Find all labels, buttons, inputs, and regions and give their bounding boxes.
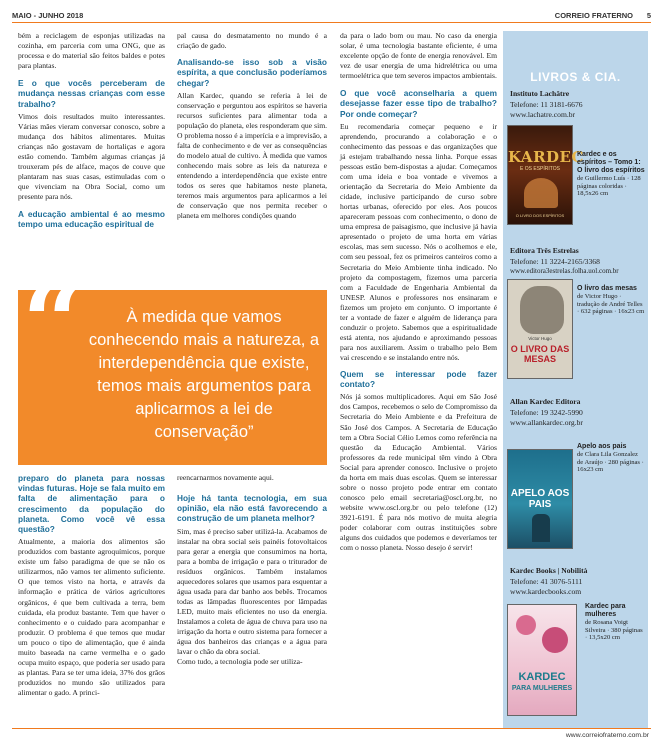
book-details: de Rosana Voigt Silveira · 380 páginas · 13,5x20 cm: [585, 619, 643, 642]
book-cover-kardec-espiritos[interactable]: [507, 125, 584, 225]
publisher-name: Allan Kardec Editora: [510, 397, 581, 406]
cover-title: APELO AOS PAIS: [510, 488, 570, 510]
interview-question: Analisando-se isso sob a visão espírita, a que conclusão poderíamos chegar?: [177, 57, 327, 88]
book-details: de Clara Lila Gonzalez de Araújo · 280 páginas · 16x23 cm: [577, 451, 644, 474]
issue-date: MAIO - JUNHO 2018: [12, 11, 84, 20]
publisher-site[interactable]: www.kardecbooks.com: [510, 587, 582, 596]
publisher-phone: Telefone: 11 3181-6676: [510, 100, 583, 109]
footer-url[interactable]: www.correiofraterno.com.br: [565, 732, 649, 739]
publisher-phone: Telefone: 41 3076-5111: [510, 577, 583, 586]
body-paragraph: Sim, mas é preciso saber utilizá-la. Acabamos de instalar na obra social seis painéis fotovoltaicos para gerar a energia que consumimos na horta, para a bomba de irrigação e para o triturador de resíduos orgânicos. Também instalamos aquecedores solares que usamos para esquentar a água usada para dar banho aos bebês. Trocamos todas as lâmpadas fluorescentes por lâmpadas LED, muito mais eficientes no uso da energia. Instalamos a coleta de água de chuva para uso na irrigação da horta e outro sistema para fornecer a água dos banheiros das crianças e a água para lavar o chão da obra social.: [177, 526, 327, 657]
book-title: Apelo aos pais: [577, 443, 627, 450]
interview-question: Hoje há tanta tecnologia, em sua opinião, ela não está favorecendo a construção de um planeta melhor?: [177, 493, 327, 524]
body-paragraph: Nós já somos multiplicadores. Aqui em São José dos Campos, recebemos o selo de Compromisso da Secretaria do Meio Ambiente e da Prefeitura de São José dos Campos. A Secretaria de Educação tem a Obra Social Célio Lemos como referência na questão da Educação Ambiental. Vários professores da rede municipal têm vindo à Obra Social para aprender conosco. Inclusive o projeto da horta em mais duas escolas. Quem se interessar sobre o nosso projeto pode entrar em contato conosco pelo email secretaria@oscl.org.br, no website www.oscl.org.br ou pelo telefone (12) 3921-6191. É para nós motivo de muita alegria poder colaborar com outras instituições sobre alguns dos cuidados que podemos e deveríamos ter com o nosso planeta. Nosso desejo é servir!: [340, 392, 497, 553]
publisher-site[interactable]: www.allankardec.org.br: [510, 418, 583, 427]
book-title: Kardec para mulheres: [585, 603, 626, 618]
interview-question: Quem se interessar pode fazer contato?: [340, 368, 497, 390]
publisher-site[interactable]: www.editora3estrelas.folha.uol.com.br: [510, 267, 619, 275]
pull-quote: [18, 258, 327, 465]
quote-mark-icon: “: [22, 258, 86, 387]
cover-title: KARDEC: [508, 148, 584, 166]
book-cover-kardec-para-mulheres[interactable]: [507, 604, 577, 716]
body-paragraph: Como tudo, a tecnologia pode ser utiliza-: [177, 657, 303, 667]
body-paragraph: reencarnarmos novamente aqui.: [177, 473, 274, 482]
cover-title: KARDEC: [518, 671, 566, 683]
publisher-name: Kardec Books | Nobilità: [510, 566, 588, 575]
book-details: de Guillermo Luís · 128 páginas coloridas · 18,5x26 cm: [577, 175, 641, 198]
column-1-bottom: [18, 473, 165, 698]
cover-subtitle: E OS ESPÍRITOS: [520, 166, 560, 172]
publisher-name: Instituto Lachâtre: [510, 89, 570, 98]
books-sidebar: [503, 31, 648, 728]
cover-figure-illustration: [532, 514, 550, 542]
body-paragraph: Atualmente, a maioria dos alimentos são produzidos com bastante agroquímicos, porque existe um falso paradigma de que se não os utilizarmos, não vamos ter alimento suficiente. O que temos visto na horta, e através da informação e prática de vários agricultores orgânicos, é que bem cultivada a terra, bem cuidada, ela produz bastante. Tem que haver o conhecimento e o cuidado para acompanhar e produzir. O problema é que temos que mudar um pouco o tipo de alimentação, que é ainda muito baseada na carne vermelha e o gado ocupa muito espaço, que poderia ser usado para as plantas. Para se ter uma ideia, 37% dos grãos produzidos no mundo são utilizados para alimentar o gado. A princi-: [18, 537, 165, 697]
book-cover-apelo-aos-pais[interactable]: [507, 449, 573, 549]
column-1-top: [18, 31, 165, 233]
interview-question: A educação ambiental é ao mesmo tempo uma educação espiritual de: [18, 209, 165, 230]
column-2-bottom: [177, 473, 327, 667]
cover-subtitle: PARA MULHERES: [511, 685, 573, 692]
book-description: [577, 285, 645, 316]
body-paragraph: da para o lado bom ou mau. No caso da energia solar, é uma tecnologia bastante eficiente, é uma excelente opção de fonte de energia renovável. Em vez de usar energia de uma hidrelétrica ou uma termoelétrica que tem severos impactos ambientais.: [340, 31, 497, 81]
publisher-phone: Telefone: 11 3224-2165/3368: [510, 257, 600, 266]
body-paragraph: Allan Kardec, quando se referia à lei de conservação e perguntou aos espíritos se haveria recursos suficientes para alimentar toda a população do planeta, eles responderam que sim. O problema nosso é a imperícia e a imprevisão, a falta de conhecimento e de ver as consequências do modelo atual de cultivo. À medida que vamos conhecendo mais sobre as leis da natureza e entendendo a interdependência que existe entre todos os seres que habitamos neste planeta, teremos mais argumentos para aplicarmos a lei de conservação que nos permita receber o planeta em melhores condições quando: [177, 90, 327, 221]
book-cover-livro-das-mesas[interactable]: [507, 279, 573, 379]
footer-divider: [12, 728, 651, 729]
cover-title: O LIVRO DAS MESAS: [510, 344, 570, 364]
cover-flower-illustration: [542, 627, 568, 653]
interview-question: preparo do planeta para nossas vindas futuras. Hoje se fala muito em falta de alimentação para o crescimento da população do planeta. Como você vê essa questão?: [18, 473, 165, 535]
pull-quote-text: À medida que vamos conhecendo mais a natureza, a interdependência que existe, temos mais argumentos para aplicarmos a lei de conservação”: [88, 308, 320, 441]
cover-author: Victor Hugo: [528, 336, 552, 341]
interview-question: E o que vocês perceberam de mudança nessas crianças com esse trabalho?: [18, 78, 165, 109]
cover-portrait-illustration: [520, 286, 564, 334]
sidebar-title: LIVROS & CIA.: [530, 70, 621, 84]
cover-flower-illustration: [516, 615, 536, 635]
publisher-name: Editora Três Estrelas: [510, 246, 579, 255]
cover-portrait-illustration: [524, 178, 558, 208]
body-paragraph: pal causa do desmatamento no mundo é a criação de gado.: [177, 31, 327, 51]
body-paragraph: bém a reciclagem de esponjas utilizadas na cozinha, em parceria com uma ONG, que as processa e do material são feitos baldes e potes para plantas.: [18, 31, 165, 71]
body-paragraph: Eu recomendaria começar pequeno e ir aprendendo, procurando a colaboração e o conhecimento das pessoas e das organizações que já estejam trabalhando nessa linha. Porque essas pessoas estão bem-dispostas a ajudar. Começamos com uma ideia e boa vontade e vivemos a orientação da Secretaria do Meio Ambiente da cidade, inclusive participando de curso sobre hortas urbanas, oferecido por eles. Aos poucos apareceram pessoas com conhecimento, o dono de uma empresa de paisagismo, que inclusive já havia apresentado o projeto de uma horta em várias escolas, mas sem sucesso. Nós o acolhemos e ele, com seu pessoal, fez os primeiros canteiros como a Secretaria do Meio Ambiente tinha indicado. No projeto da compostagem, fizemos uma parceria com a Faculdade de Engenharia Ambiental da UNESP. Alunos e professores nos ensinaram e fizemos um projeto em conjunto. O importante é ter a vontade de fazer e alguém de liderança para conduzir o projeto. Sabemos que a espiritualidade está atenta, nos ajudando e aproximando pessoas para nos auxiliarem. Assim o trabalho pelo Bem vai crescendo e se instalando entre nós.: [340, 121, 497, 362]
column-2-top: [177, 31, 327, 221]
book-title: O livro das mesas: [577, 285, 637, 292]
book-description: [577, 443, 645, 474]
publisher-phone: Telefone: 19 3242-5990: [510, 408, 583, 417]
interview-question: O que você aconselharia a quem desejasse fazer esse tipo de trabalho? Por onde começar?: [340, 88, 497, 119]
header-divider: [12, 22, 651, 23]
column-3: [340, 31, 497, 553]
cover-footer: O LIVRO DOS ESPÍRITOS: [515, 213, 565, 218]
book-title: Kardec e os espíritos – Tomo 1: O livro dos espíritos: [577, 151, 645, 174]
page-number: 5: [646, 11, 651, 20]
book-description: [585, 603, 645, 642]
page-header: [12, 8, 651, 22]
publisher-site[interactable]: www.lachatre.com.br: [510, 110, 576, 119]
publication-name: CORREIO FRATERNO: [554, 11, 633, 20]
book-details: de Victor Hugo · tradução de André Telles · 632 páginas · 16x23 cm: [577, 293, 645, 316]
book-description: [577, 151, 645, 198]
body-paragraph: Vimos dois resultados muito interessantes. Várias mães vieram conversar conosco, sobre a mudança dos hábitos alimentares. Muitas crianças não gostavam de hortaliças e agora estão comendo. Também algumas crianças já trouxeram pés de alface, maços de couve que plantaram nas suas casas, estimuladas com o que vivenciam na Obra Social, como um presente para nós.: [18, 111, 165, 202]
